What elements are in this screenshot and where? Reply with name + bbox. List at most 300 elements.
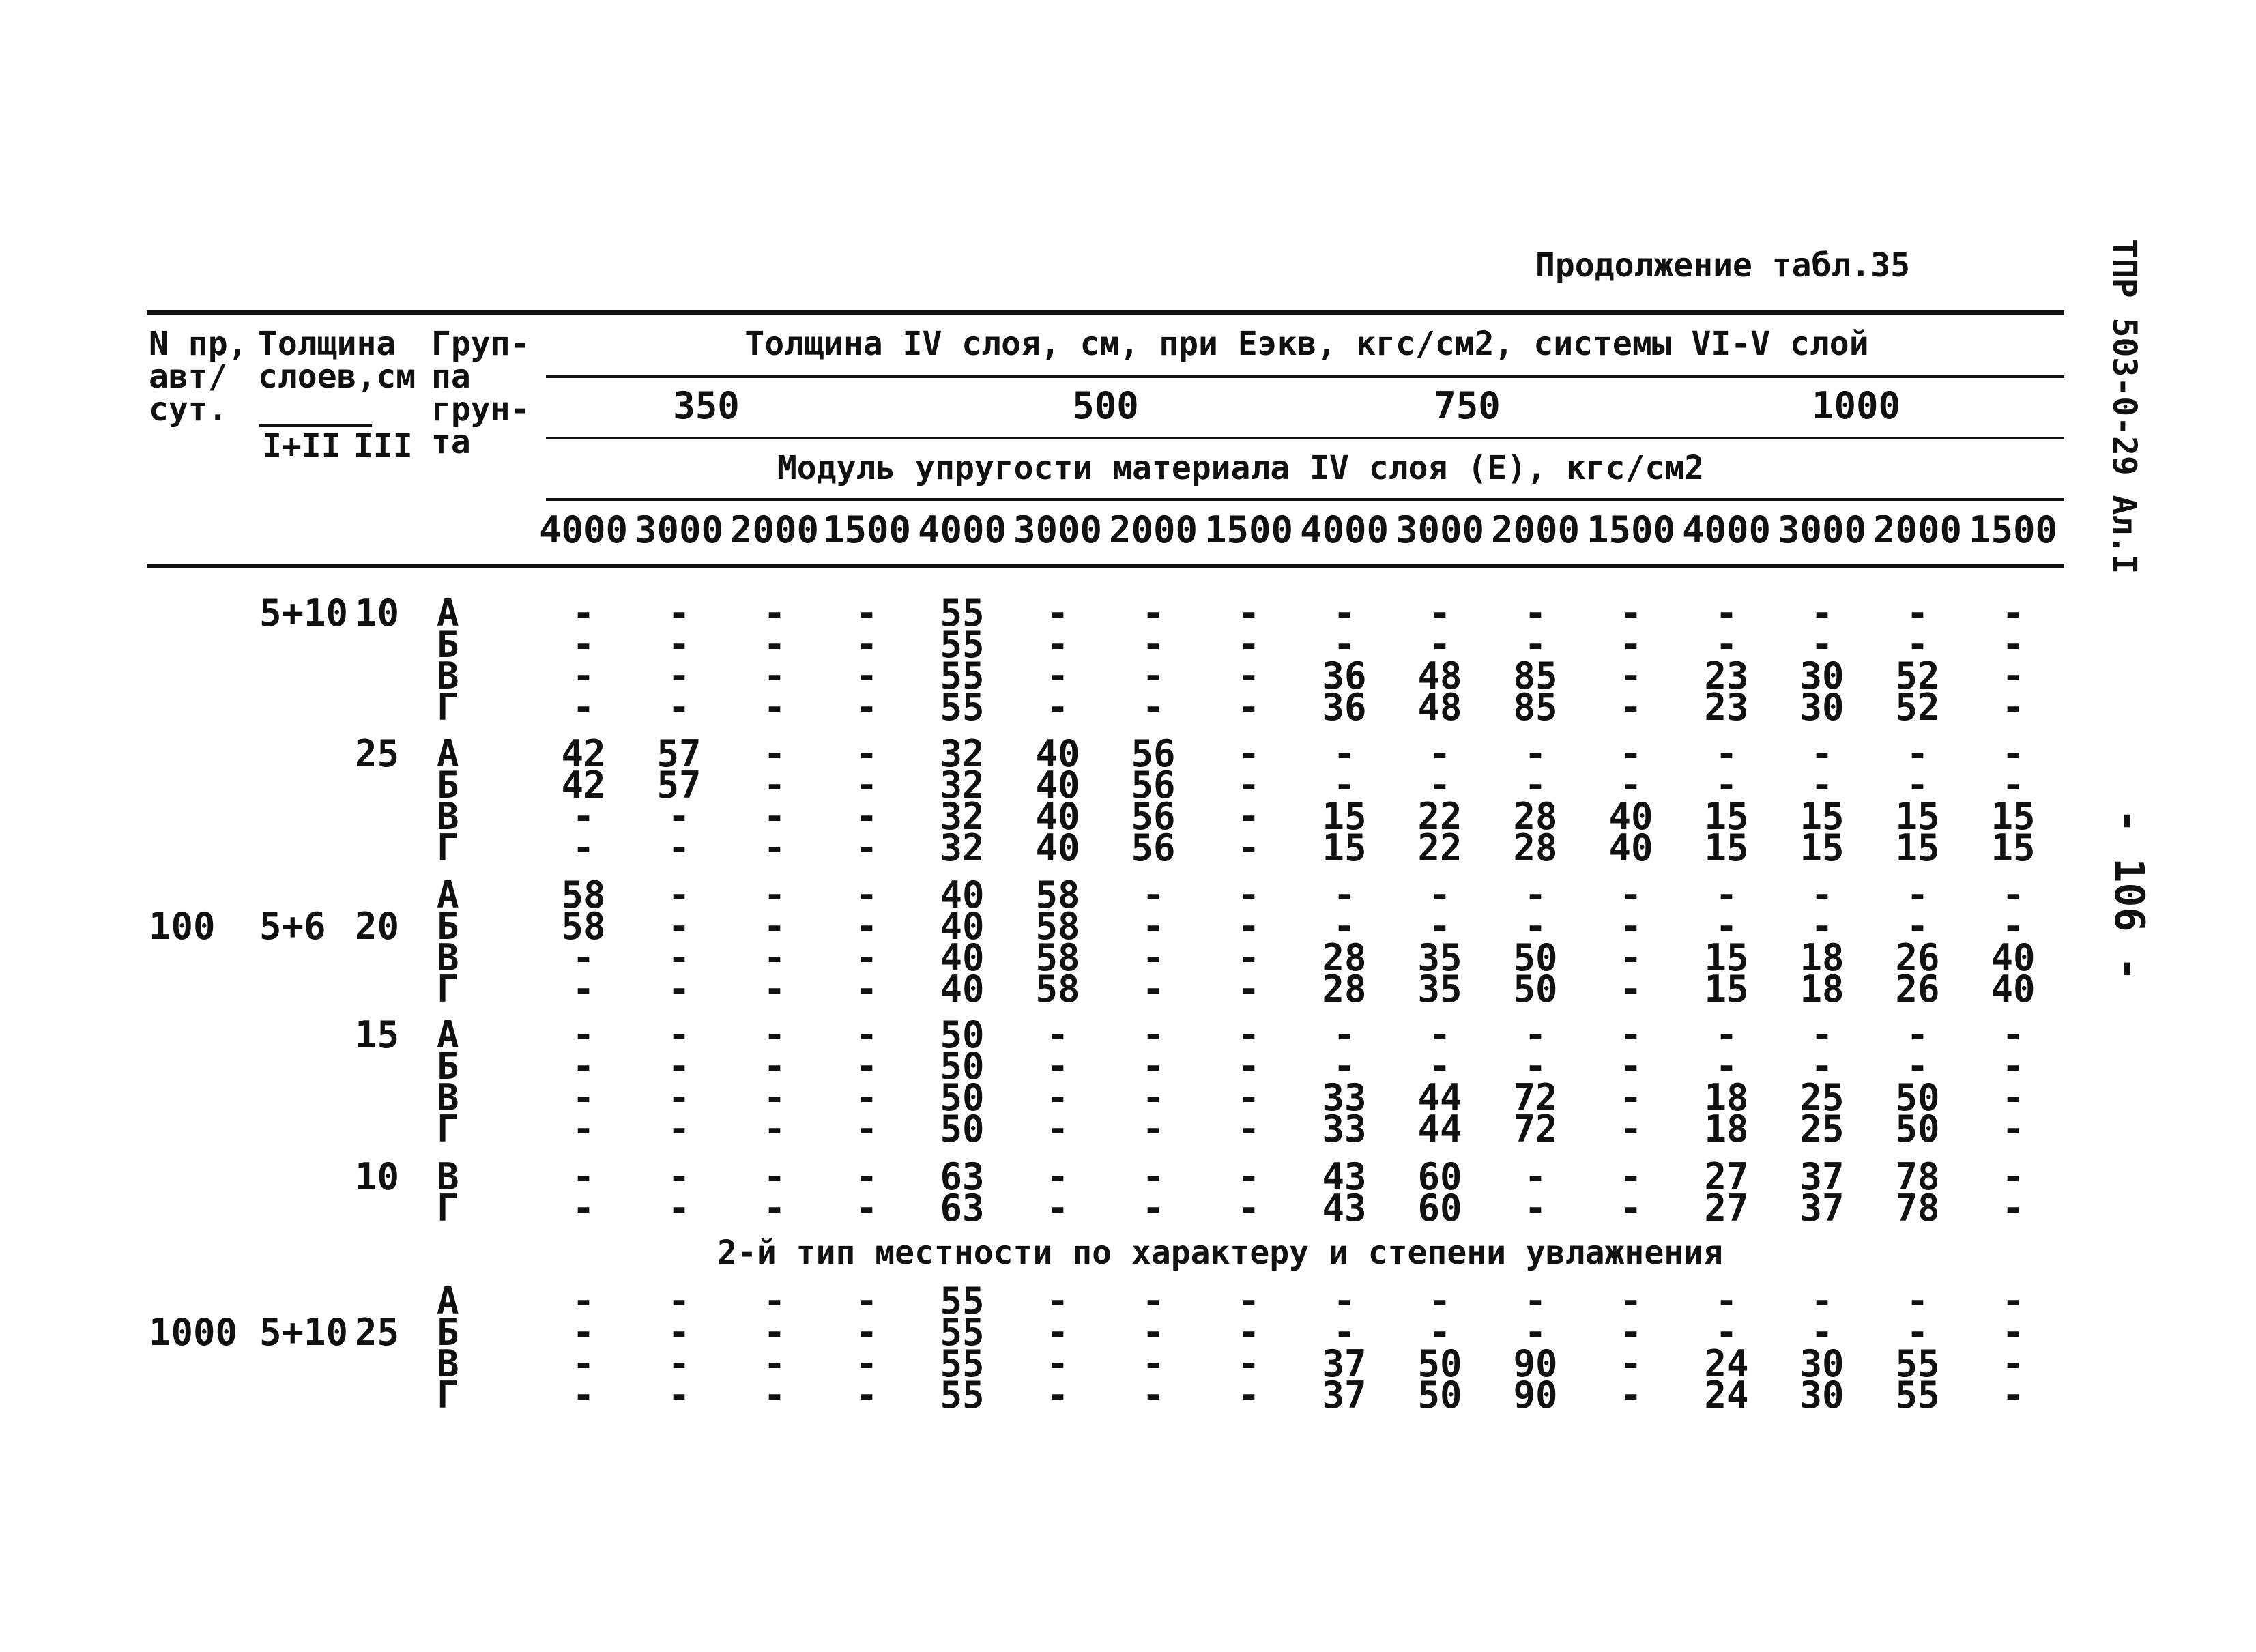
cell-value: - xyxy=(1810,623,1834,666)
cell-value: - xyxy=(855,1107,878,1150)
cell-soil-group: Г xyxy=(437,1374,459,1417)
header-modulus-value: 3000 xyxy=(1013,508,1103,551)
cell-value: - xyxy=(572,1279,595,1322)
cell-value: - xyxy=(1524,1013,1547,1056)
cell-value: - xyxy=(1715,592,1738,635)
cell-value: 15 xyxy=(1704,968,1749,1011)
cell-value: - xyxy=(1142,1279,1165,1322)
cell-soil-group: В xyxy=(437,936,459,979)
cell-value: - xyxy=(763,764,786,807)
cell-value: - xyxy=(855,732,878,775)
cell-value: 52 xyxy=(1895,654,1940,697)
cell-value: - xyxy=(1428,592,1451,635)
cell-value: - xyxy=(1619,905,1643,948)
cell-value: 50 xyxy=(1895,1107,1940,1150)
cell-value: - xyxy=(667,1107,691,1150)
cell-value: - xyxy=(1333,905,1356,948)
cell-value: - xyxy=(2001,1279,2025,1322)
cell-value: - xyxy=(2001,1342,2025,1385)
cell-value: - xyxy=(1237,968,1260,1011)
cell-value: - xyxy=(572,1107,595,1150)
cell-soil-group: Б xyxy=(437,623,459,666)
cell-value: 52 xyxy=(1895,686,1940,729)
cell-value: - xyxy=(572,623,595,666)
cell-value: 44 xyxy=(1417,1107,1462,1150)
cell-value: 85 xyxy=(1513,686,1558,729)
cell-value: - xyxy=(763,1279,786,1322)
cell-value: - xyxy=(1142,936,1165,979)
cell-value: - xyxy=(855,764,878,807)
cell-value: 37 xyxy=(1799,1187,1845,1230)
cell-value: - xyxy=(1428,1279,1451,1322)
header-modulus-value: 2000 xyxy=(1490,508,1580,551)
cell-value: 27 xyxy=(1704,1155,1749,1198)
cell-value: - xyxy=(1524,764,1547,807)
cell-value: - xyxy=(1237,1045,1260,1088)
cell-value: - xyxy=(1333,1013,1356,1056)
cell-value: - xyxy=(1237,764,1260,807)
cell-value: - xyxy=(1524,1279,1547,1322)
cell-value: 58 xyxy=(1035,968,1080,1011)
cell-value: - xyxy=(667,873,691,916)
cell-value: - xyxy=(1715,1013,1738,1056)
cell-value: 90 xyxy=(1513,1374,1558,1417)
cell-value: - xyxy=(572,1187,595,1230)
cell-value: 72 xyxy=(1513,1107,1558,1150)
cell-value: - xyxy=(1906,873,1929,916)
cell-value: - xyxy=(855,795,878,838)
cell-value: - xyxy=(1810,764,1834,807)
cell-value: 55 xyxy=(940,686,985,729)
cell-value: - xyxy=(1237,1155,1260,1198)
cell-value: - xyxy=(1142,623,1165,666)
cell-value: 22 xyxy=(1417,795,1462,838)
cell-value: - xyxy=(667,1187,691,1230)
cell-value: 50 xyxy=(1513,968,1558,1011)
header-eq-1000: 1000 xyxy=(1811,384,1901,427)
cell-value: 40 xyxy=(1991,936,2036,979)
cell-value: 42 xyxy=(561,732,606,775)
header-modulus-value: 4000 xyxy=(917,508,1007,551)
cell-value: - xyxy=(855,686,878,729)
cell-soil-group: Г xyxy=(437,1107,459,1150)
cell-value: - xyxy=(763,873,786,916)
cell-value: - xyxy=(1715,1279,1738,1322)
cell-value: - xyxy=(1237,936,1260,979)
cell-value: 15 xyxy=(1799,826,1845,869)
cell-value: - xyxy=(1810,873,1834,916)
cell-value: - xyxy=(1046,1045,1069,1088)
cell-value: - xyxy=(1619,654,1643,697)
cell-value: - xyxy=(1046,623,1069,666)
cell-value: - xyxy=(1715,1045,1738,1088)
cell-value: - xyxy=(1237,686,1260,729)
cell-soil-group: В xyxy=(437,795,459,838)
cell-value: - xyxy=(1715,623,1738,666)
cell-value: 48 xyxy=(1417,654,1462,697)
cell-value: 30 xyxy=(1799,654,1845,697)
header-modulus-value: 1500 xyxy=(1204,508,1294,551)
cell-value: 22 xyxy=(1417,826,1462,869)
cell-value: - xyxy=(1906,623,1929,666)
cell-value: 35 xyxy=(1417,968,1462,1011)
cell-value: - xyxy=(1715,905,1738,948)
cell-value: 56 xyxy=(1131,764,1176,807)
cell-value: - xyxy=(855,592,878,635)
cell-value: - xyxy=(1906,1013,1929,1056)
cell-value: - xyxy=(1142,592,1165,635)
cell-value: - xyxy=(1524,1155,1547,1198)
cell-value: 15 xyxy=(1322,826,1367,869)
cell-value: - xyxy=(763,1155,786,1198)
cell-value: - xyxy=(1619,968,1643,1011)
cell-value: 36 xyxy=(1322,654,1367,697)
cell-value: - xyxy=(1237,623,1260,666)
cell-value: - xyxy=(667,1342,691,1385)
header-col-n-line2: авт/ xyxy=(149,358,228,396)
cell-value: 15 xyxy=(1322,795,1367,838)
cell-value: - xyxy=(572,1311,595,1354)
cell-value: - xyxy=(855,1279,878,1322)
section-title: 2-й тип местности по характеру и степени увлажнения xyxy=(717,1234,1723,1272)
cell-value: - xyxy=(855,968,878,1011)
cell-value: - xyxy=(667,654,691,697)
cell-value: 32 xyxy=(940,795,985,838)
cell-value: - xyxy=(1046,686,1069,729)
cell-value: - xyxy=(1046,1107,1069,1150)
cell-value: - xyxy=(1142,1155,1165,1198)
cell-value: 28 xyxy=(1513,795,1558,838)
cell-value: 58 xyxy=(561,873,606,916)
cell-value: 26 xyxy=(1895,968,1940,1011)
cell-value: - xyxy=(1906,764,1929,807)
cell-value: - xyxy=(763,1076,786,1119)
cell-value: - xyxy=(1619,1187,1643,1230)
header-title-modulus: Модуль упругости материала IV слоя (Е), кгс/см2 xyxy=(777,449,1705,487)
cell-value: 30 xyxy=(1799,1374,1845,1417)
cell-value: - xyxy=(1619,1013,1643,1056)
cell-value: - xyxy=(1142,686,1165,729)
cell-value: 40 xyxy=(1035,732,1080,775)
cell-value: 50 xyxy=(1417,1374,1462,1417)
cell-value: - xyxy=(667,795,691,838)
cell-value: - xyxy=(1428,1013,1451,1056)
cell-value: 42 xyxy=(561,764,606,807)
cell-value: 57 xyxy=(656,732,702,775)
cell-value: - xyxy=(1333,623,1356,666)
cell-soil-group: В xyxy=(437,1342,459,1385)
header-modulus-value: 2000 xyxy=(1872,508,1963,551)
cell-value: - xyxy=(2001,1311,2025,1354)
cell-value: - xyxy=(855,905,878,948)
cell-value: - xyxy=(1142,1045,1165,1088)
cell-value: - xyxy=(1237,654,1260,697)
cell-value: 50 xyxy=(1895,1076,1940,1119)
cell-value: - xyxy=(1619,764,1643,807)
cell-traffic: 100 xyxy=(149,905,216,948)
cell-value: - xyxy=(1810,1013,1834,1056)
cell-value: - xyxy=(855,936,878,979)
page-number: - 106 - xyxy=(2105,809,2153,981)
cell-value: 48 xyxy=(1417,686,1462,729)
cell-value: - xyxy=(1046,654,1069,697)
header-group-line2: па xyxy=(431,358,471,396)
cell-value: 55 xyxy=(1895,1342,1940,1385)
header-group-line4: та xyxy=(431,423,471,461)
cell-value: 15 xyxy=(1799,795,1845,838)
cell-value: - xyxy=(855,873,878,916)
cell-value: 40 xyxy=(1991,968,2036,1011)
cell-thickness-12: 5+6 xyxy=(259,905,326,948)
cell-value: - xyxy=(667,686,691,729)
cell-value: 23 xyxy=(1704,654,1749,697)
cell-value: - xyxy=(1046,1279,1069,1322)
cell-soil-group: Б xyxy=(437,905,459,948)
cell-value: 55 xyxy=(940,1311,985,1354)
cell-value: - xyxy=(763,1187,786,1230)
cell-value: - xyxy=(1046,1342,1069,1385)
cell-value: - xyxy=(1142,968,1165,1011)
cell-value: - xyxy=(855,826,878,869)
cell-value: - xyxy=(763,732,786,775)
cell-value: - xyxy=(1524,623,1547,666)
cell-value: - xyxy=(1333,1045,1356,1088)
cell-value: 28 xyxy=(1322,936,1367,979)
cell-value: 40 xyxy=(1035,795,1080,838)
cell-value: - xyxy=(1428,732,1451,775)
cell-thickness-3: 10 xyxy=(355,1155,400,1198)
cell-value: 40 xyxy=(940,905,985,948)
header-col-n-line1: N пр, xyxy=(149,325,248,363)
header-modulus-value: 2000 xyxy=(1108,508,1198,551)
cell-value: - xyxy=(1524,592,1547,635)
cell-value: 55 xyxy=(940,1374,985,1417)
cell-value: 15 xyxy=(1991,826,2036,869)
cell-value: - xyxy=(1142,1076,1165,1119)
cell-value: - xyxy=(1046,1374,1069,1417)
cell-value: 78 xyxy=(1895,1187,1940,1230)
cell-value: - xyxy=(1524,1187,1547,1230)
cell-value: 72 xyxy=(1513,1076,1558,1119)
cell-value: - xyxy=(1046,592,1069,635)
cell-value: 25 xyxy=(1799,1076,1845,1119)
cell-value: - xyxy=(1237,592,1260,635)
cell-value: - xyxy=(1333,873,1356,916)
cell-value: 24 xyxy=(1704,1374,1749,1417)
cell-value: - xyxy=(1619,1155,1643,1198)
cell-value: - xyxy=(572,1155,595,1198)
cell-value: - xyxy=(1619,732,1643,775)
cell-value: - xyxy=(1810,1279,1834,1322)
cell-value: 43 xyxy=(1322,1187,1367,1230)
cell-value: - xyxy=(1333,1279,1356,1322)
cell-value: - xyxy=(572,1013,595,1056)
cell-value: - xyxy=(2001,1155,2025,1198)
cell-value: - xyxy=(855,1374,878,1417)
cell-soil-group: Г xyxy=(437,1187,459,1230)
cell-value: - xyxy=(2001,905,2025,948)
cell-soil-group: А xyxy=(437,1279,459,1322)
cell-value: - xyxy=(1237,1107,1260,1150)
header-eq-750: 750 xyxy=(1434,384,1501,427)
header-modulus-value: 2000 xyxy=(729,508,820,551)
cell-value: - xyxy=(1142,1342,1165,1385)
cell-value: 90 xyxy=(1513,1342,1558,1385)
cell-value: 50 xyxy=(940,1013,985,1056)
header-title-top: Толщина IV слоя, см, при Еэкв, кгс/см2, системы VI-V слой xyxy=(744,325,1869,363)
cell-value: - xyxy=(572,968,595,1011)
cell-value: 55 xyxy=(1895,1374,1940,1417)
cell-value: 55 xyxy=(940,592,985,635)
cell-value: - xyxy=(763,826,786,869)
cell-value: 58 xyxy=(561,905,606,948)
cell-value: - xyxy=(1333,764,1356,807)
cell-value: - xyxy=(1142,1374,1165,1417)
cell-value: - xyxy=(1715,764,1738,807)
cell-value: - xyxy=(1142,1107,1165,1150)
cell-value: - xyxy=(1333,1311,1356,1354)
cell-value: - xyxy=(2001,873,2025,916)
header-thickness-line2: слоев,см xyxy=(258,358,416,396)
cell-value: 30 xyxy=(1799,1342,1845,1385)
cell-value: - xyxy=(1046,1187,1069,1230)
cell-value: - xyxy=(763,623,786,666)
cell-value: - xyxy=(1046,1076,1069,1119)
cell-value: - xyxy=(1619,1045,1643,1088)
cell-value: - xyxy=(1906,1311,1929,1354)
cell-soil-group: В xyxy=(437,1076,459,1119)
cell-value: 15 xyxy=(1991,795,2036,838)
cell-value: - xyxy=(763,795,786,838)
cell-value: - xyxy=(1619,1279,1643,1322)
header-thickness-sub-12: I+II xyxy=(262,427,341,465)
cell-soil-group: А xyxy=(437,873,459,916)
cell-value: 27 xyxy=(1704,1187,1749,1230)
cell-value: - xyxy=(1524,873,1547,916)
cell-value: 37 xyxy=(1799,1155,1845,1198)
header-modulus-value: 1500 xyxy=(1968,508,2058,551)
cell-value: - xyxy=(1524,1045,1547,1088)
cell-value: 56 xyxy=(1131,795,1176,838)
cell-value: - xyxy=(667,1045,691,1088)
header-group-line1: Груп- xyxy=(431,325,530,363)
cell-value: - xyxy=(1524,1311,1547,1354)
cell-value: - xyxy=(1810,1311,1834,1354)
cell-value: - xyxy=(1428,764,1451,807)
header-modulus-value: 1500 xyxy=(822,508,912,551)
cell-value: - xyxy=(1046,1311,1069,1354)
cell-value: - xyxy=(855,623,878,666)
cell-value: - xyxy=(1906,1279,1929,1322)
cell-value: 50 xyxy=(1513,936,1558,979)
cell-value: - xyxy=(2001,592,2025,635)
cell-soil-group: Б xyxy=(437,1311,459,1354)
cell-value: - xyxy=(572,936,595,979)
cell-value: - xyxy=(1333,732,1356,775)
cell-value: - xyxy=(572,1076,595,1119)
cell-value: 40 xyxy=(940,968,985,1011)
cell-value: - xyxy=(667,1374,691,1417)
cell-value: 56 xyxy=(1131,732,1176,775)
cell-value: 18 xyxy=(1799,936,1845,979)
cell-value: 15 xyxy=(1895,795,1940,838)
cell-value: - xyxy=(1237,1374,1260,1417)
cell-soil-group: Б xyxy=(437,1045,459,1088)
cell-value: - xyxy=(1619,1107,1643,1150)
header-thickness-line1: Толщина xyxy=(258,325,396,363)
cell-value: - xyxy=(1428,905,1451,948)
header-modulus-value: 3000 xyxy=(634,508,724,551)
cell-soil-group: Г xyxy=(437,826,459,869)
header-col-n-line3: сут. xyxy=(149,390,228,429)
cell-value: - xyxy=(1619,686,1643,729)
header-modulus-value: 4000 xyxy=(538,508,628,551)
header-modulus-value: 3000 xyxy=(1777,508,1867,551)
cell-value: 36 xyxy=(1322,686,1367,729)
cell-value: - xyxy=(1619,1374,1643,1417)
cell-value: - xyxy=(1906,732,1929,775)
cell-value: - xyxy=(855,654,878,697)
cell-value: - xyxy=(1906,905,1929,948)
cell-value: - xyxy=(1237,1311,1260,1354)
cell-value: 40 xyxy=(1035,826,1080,869)
cell-value: - xyxy=(667,592,691,635)
cell-value: - xyxy=(1237,1342,1260,1385)
cell-value: - xyxy=(855,1013,878,1056)
cell-value: - xyxy=(855,1045,878,1088)
cell-traffic: 1000 xyxy=(149,1311,238,1354)
cell-value: - xyxy=(667,1311,691,1354)
cell-value: 55 xyxy=(940,654,985,697)
cell-value: - xyxy=(1142,905,1165,948)
cell-value: - xyxy=(1237,905,1260,948)
cell-value: - xyxy=(1428,623,1451,666)
cell-value: - xyxy=(855,1076,878,1119)
cell-value: 55 xyxy=(940,1279,985,1322)
cell-value: 60 xyxy=(1417,1155,1462,1198)
cell-value: - xyxy=(1142,1013,1165,1056)
header-group-line3: грун- xyxy=(431,390,530,429)
cell-soil-group: А xyxy=(437,592,459,635)
cell-value: - xyxy=(763,686,786,729)
header-eq-500: 500 xyxy=(1072,384,1139,427)
cell-value: - xyxy=(1619,936,1643,979)
cell-value: 60 xyxy=(1417,1187,1462,1230)
cell-value: - xyxy=(1142,1187,1165,1230)
cell-value: - xyxy=(1046,1013,1069,1056)
cell-value: - xyxy=(2001,732,2025,775)
cell-value: - xyxy=(2001,1187,2025,1230)
cell-value: - xyxy=(1810,592,1834,635)
cell-value: 40 xyxy=(940,873,985,916)
cell-value: 63 xyxy=(940,1155,985,1198)
cell-value: - xyxy=(1810,905,1834,948)
cell-value: - xyxy=(1619,592,1643,635)
cell-value: - xyxy=(1906,1045,1929,1088)
cell-value: - xyxy=(2001,1013,2025,1056)
cell-value: - xyxy=(667,936,691,979)
cell-value: - xyxy=(2001,1374,2025,1417)
cell-value: 30 xyxy=(1799,686,1845,729)
cell-value: - xyxy=(763,968,786,1011)
cell-value: - xyxy=(2001,764,2025,807)
cell-value: - xyxy=(1524,905,1547,948)
cell-value: - xyxy=(572,1374,595,1417)
cell-value: - xyxy=(2001,1076,2025,1119)
cell-value: - xyxy=(763,1107,786,1150)
cell-value: - xyxy=(855,1187,878,1230)
cell-thickness-3: 20 xyxy=(355,905,400,948)
